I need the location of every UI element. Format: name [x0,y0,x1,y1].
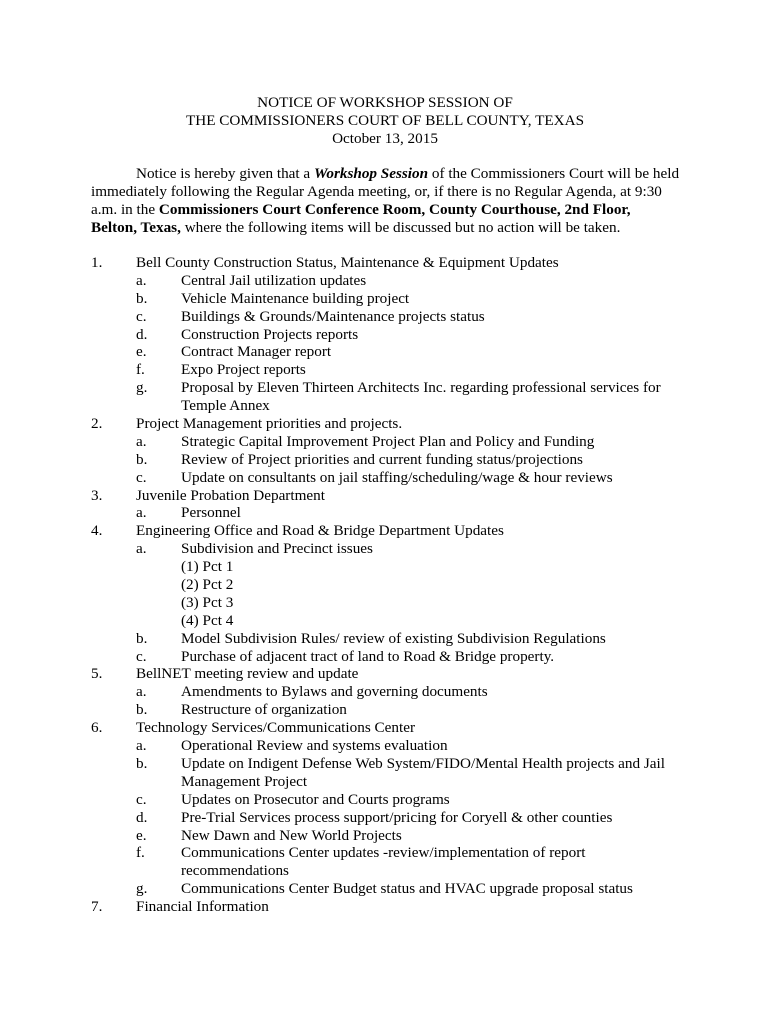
sub-item [91,844,711,862]
header-line-2: THE COMMISSIONERS COURT OF BELL COUNTY, TEXAS [185,112,585,129]
header-line-1: NOTICE OF WORKSHOP SESSION OF [257,94,513,111]
sub-item-continuation [91,862,711,880]
sub-item-text: Amendments to Bylaws and governing documents [181,683,488,701]
agenda-item [91,898,711,916]
sub-item-text: Updates on Prosecutor and Courts programs [181,790,450,808]
agenda-item [91,487,711,505]
sub-item-letter: f. [136,844,145,862]
intro-line-2: immediately following the Regular Agenda meeting, or, if there is no Regular Agenda, at 9:30 [91,183,662,200]
sub-item-letter: c. [136,468,147,486]
sub-item [91,683,711,701]
item-number: 6. [91,719,103,737]
precinct-label: (3) Pct 3 [181,593,234,611]
intro-text: where the following items will be discussed but no action will be taken. [180,219,621,236]
agenda-item [91,522,711,540]
item-number: 5. [91,665,103,683]
sub-item [91,290,711,308]
sub-item-letter: a. [136,737,147,755]
sub-item-text: Communications Center Budget status and HVAC upgrade proposal status [181,880,633,898]
item-title: Juvenile Probation Department [136,486,325,504]
sub-item-text: Model Subdivision Rules/ review of existing Subdivision Regulations [181,629,606,647]
precinct-label: (1) Pct 1 [181,558,234,576]
sub-item [91,361,711,379]
sub-item [91,504,711,522]
item-number: 3. [91,486,103,504]
sub-item-letter: a. [136,683,147,701]
sub-item-letter: b. [136,629,148,647]
sub-item-letter: e. [136,826,147,844]
intro-paragraph [91,165,691,237]
sub-item-letter: a. [136,432,147,450]
notice-header [0,94,770,148]
item-number: 4. [91,522,103,540]
sub-item [91,540,711,558]
sub-item-letter: b. [136,701,148,719]
sub-item-text: Purchase of adjacent tract of land to Road & Bridge property. [181,647,555,665]
sub-item-letter: g. [136,379,148,397]
sub-item-text: Expo Project reports [181,361,306,379]
precinct-label: (2) Pct 2 [181,576,234,594]
sub-item-text: Update on Indigent Defense Web System/FIDO/Mental Health projects and Jail [181,754,665,772]
sub-item-text: Review of Project priorities and current funding status/projections [181,450,583,468]
sub-item-letter: d. [136,325,148,343]
sub-item [91,469,711,487]
agenda-item [91,719,711,737]
sub-item-letter: a. [136,504,147,522]
sub-item-letter: c. [136,307,147,325]
intro-text: a.m. in the [91,201,159,218]
item-title: Bell County Construction Status, Maintenance & Equipment Updates [136,254,559,271]
sub-item [91,326,711,344]
sub-item [91,308,711,326]
sub-item [91,648,711,666]
sub-item-letter: d. [136,808,148,826]
sub-item [91,451,711,469]
sub-item [91,809,711,827]
intro-line-1 [91,165,691,183]
sub-item-text: Update on consultants on jail staffing/scheduling/wage & hour reviews [181,468,613,486]
sub-item-letter: b. [136,289,148,307]
sub-item-text: Construction Projects reports [181,325,359,343]
sub-item-text: Operational Review and systems evaluation [181,737,448,755]
item-number: 7. [91,898,103,916]
precinct-item [91,612,711,630]
precinct-item [91,594,711,612]
workshop-session-emphasis: Workshop Session [313,165,429,182]
sub-item-letter: c. [136,790,147,808]
item-number: 1. [91,254,103,271]
sub-item [91,630,711,648]
precinct-item [91,576,711,594]
sub-item [91,880,711,898]
sub-item [91,379,711,397]
sub-item-text: Pre-Trial Services process support/pricing for Coryell & other counties [181,808,613,826]
sub-item-continuation [91,397,711,415]
sub-item-text: Restructure of organization [181,701,347,719]
sub-item [91,433,711,451]
intro-text: of the Commissioners Court will be held [428,165,680,182]
agenda-item [91,665,711,683]
agenda-item [91,254,711,272]
sub-item-text: Personnel [181,504,241,522]
sub-item-letter: f. [136,361,145,379]
sub-item-letter: e. [136,343,147,361]
sub-item-text: New Dawn and New World Projects [181,826,402,844]
item-number: 2. [91,415,103,433]
sub-item [91,827,711,845]
sub-item-letter: b. [136,450,148,468]
sub-item-letter: a. [136,540,147,558]
sub-item-text: Buildings & Grounds/Maintenance projects status [181,307,485,325]
precinct-item [91,558,711,576]
sub-item-letter: a. [136,271,147,289]
sub-item-letter: c. [136,647,147,665]
sub-item-text: Strategic Capital Improvement Project Plan and Policy and Funding [181,432,595,450]
item-title: BellNET meeting review and update [136,665,359,683]
sub-item [91,701,711,719]
sub-item [91,343,711,361]
precinct-label: (4) Pct 4 [181,611,234,629]
item-title: Engineering Office and Road & Bridge Department Updates [136,522,504,540]
sub-item-text-continued: Management Project [181,772,308,790]
sub-item-text: Communications Center updates -review/implementation of report [181,844,586,862]
item-title: Technology Services/Communications Center [136,719,416,737]
city-emphasis: Belton, Texas, [91,219,181,236]
agenda-list [91,254,711,916]
sub-item [91,755,711,773]
item-title: Project Management priorities and projects. [136,415,403,433]
intro-line-3 [91,201,691,219]
location-emphasis: Commissioners Court Conference Room, County Courthouse, 2nd Floor, [158,201,631,218]
sub-item-text: Vehicle Maintenance building project [181,289,410,307]
agenda-item [91,415,711,433]
sub-item-letter: g. [136,880,148,898]
sub-item [91,272,711,290]
sub-item-continuation [91,773,711,791]
intro-line-4 [91,219,691,237]
item-title: Financial Information [136,898,269,916]
header-date: October 13, 2015 [332,130,438,147]
sub-item-text: Subdivision and Precinct issues [181,540,373,558]
sub-item-text-continued: recommendations [181,862,289,880]
sub-item [91,791,711,809]
intro-text: Notice is hereby given that a [136,165,314,182]
sub-item-text: Central Jail utilization updates [181,271,367,289]
sub-item-text: Proposal by Eleven Thirteen Architects Inc. regarding professional services for [181,379,661,397]
sub-item-letter: b. [136,754,148,772]
sub-item-text-continued: Temple Annex [181,397,270,415]
sub-item-text: Contract Manager report [181,343,332,361]
sub-item [91,737,711,755]
